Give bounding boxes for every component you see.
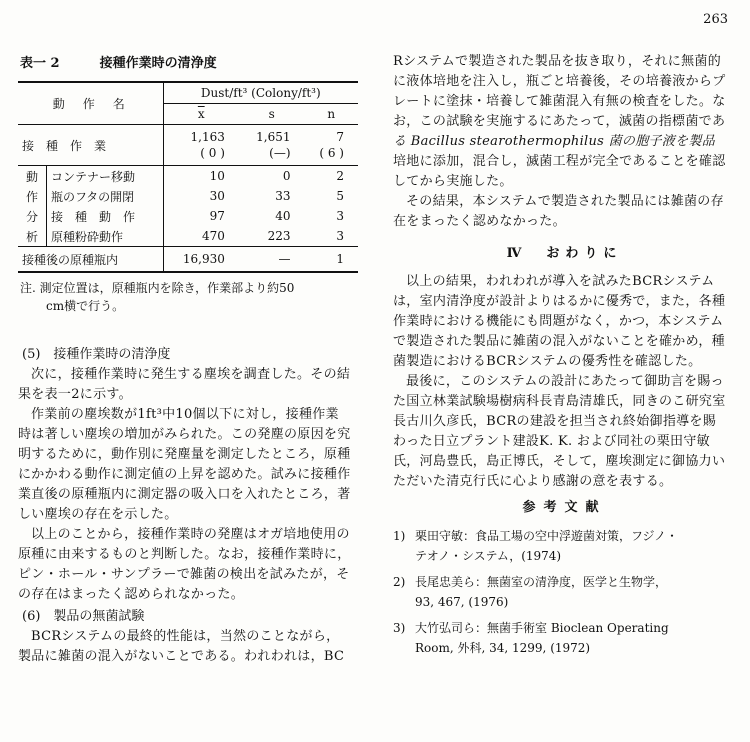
text-line: にかかわる動作に測定値の上昇を認めた。試みに接種作 — [18, 467, 351, 482]
table-caption — [18, 52, 370, 71]
cell-n: 5 — [336, 189, 344, 203]
text-line: で製造された製品に雑菌の混入がないことを確かめ，種 — [393, 334, 725, 349]
row-label: 原種粉砕動作 — [47, 226, 164, 247]
text-line: 製品に雑菌の混入がないことである。われわれは，BC — [18, 649, 345, 664]
header-action: 動 作 名 — [18, 82, 163, 125]
references-heading: 参考文献 — [522, 500, 607, 515]
cell-x: 30 — [209, 189, 225, 203]
text-line: 原種に由来するものと判断した。なお，接種作業時に， — [18, 547, 351, 562]
table-row — [18, 166, 358, 187]
page-number: 263 — [703, 12, 728, 27]
text-line: Rシステムで製造された製品を抜き取り，それに無菌的 — [393, 54, 721, 69]
text-line: た国立林業試験場樹病科長青島清雄氏，同きのこ研究室 — [393, 394, 726, 409]
text-line: 培地に添加，混合し，滅菌工程が完全であることを確認 — [393, 154, 726, 169]
row-label: 接 種 動 作 — [47, 206, 164, 226]
note-line: cm横で行う。 — [46, 299, 125, 313]
group-char: 作 — [18, 186, 47, 206]
group-char: 動 — [18, 166, 47, 187]
cell-n: 3 — [336, 229, 344, 243]
paragraph — [393, 272, 736, 372]
text-line: 氏，河島豊氏，島正博氏，そして，塵埃測定に御協力い — [393, 454, 726, 469]
header-unit: Dust/ft³ (Colony/ft³) — [163, 82, 358, 104]
text-line: る Bacillus stearothermophilus 菌の胞子液を製品 — [393, 134, 715, 149]
row-label: コンテナー移動 — [47, 166, 164, 187]
text-line: 時は著しい塵埃の増加がみられた。この発塵の原因を究 — [18, 427, 351, 442]
text-line: 最後に，このシステムの設計にあたって御助言を賜っ — [406, 374, 724, 389]
text-line: 次に，接種作業時に発生する塵埃を調査した。その結 — [31, 367, 351, 382]
table-row — [18, 226, 358, 247]
table-note — [18, 279, 370, 315]
col-n: n — [327, 107, 336, 121]
text-line: ピン・ホール・サンプラーで雑菌の検出を試みたが，そ — [18, 567, 350, 582]
text-line: 長古川久彦氏，BCRの建設を担当され終始御指導を賜 — [393, 414, 717, 429]
section-heading: Ⅳ おわりに — [506, 246, 623, 261]
reference-item — [393, 572, 736, 612]
table-row — [18, 186, 358, 206]
cell-x: 10 — [209, 169, 225, 183]
table-row — [18, 247, 358, 273]
text-line: 作業時における機能にも問題がなく，かつ，本システム — [393, 314, 724, 329]
text-line: 業直後の原種瓶内に測定器の吸入口を入れたところ，著 — [18, 487, 351, 502]
text-line: わった日立プラント建設K. K. および同社の栗田守敏 — [393, 434, 710, 449]
text-line: レートに塗抹・培養して雑菌混入有無の検査をした。な — [393, 94, 726, 109]
table-label: 表一 2 — [20, 56, 60, 71]
text-line: ただいた清克行氏に心より感謝の意を表する。 — [393, 474, 673, 489]
row-label: 瓶のフタの開閉 — [47, 186, 164, 206]
right-column — [393, 52, 736, 664]
col-x: $\overline{x}$ — [197, 107, 205, 121]
text-line: その結果，本システムで製造された製品には雑菌の存 — [406, 194, 724, 209]
reference-item — [393, 526, 736, 566]
reference-text: 栗田守敏：食品工場の空中浮遊菌対策，フジノ・ — [415, 529, 679, 543]
cleanliness-table — [18, 81, 358, 273]
row-label: 接 種 作 業 — [18, 125, 163, 166]
cell-n: 1 — [336, 252, 344, 266]
cell-x-sub: ( 0 ) — [200, 146, 225, 160]
cell-n: 3 — [336, 209, 344, 223]
row-label: 接種後の原種瓶内 — [18, 247, 163, 273]
paragraph — [393, 52, 736, 192]
paragraph — [18, 365, 370, 405]
text-line: お，この試験を実施するにあたって，滅菌の指標菌であ — [393, 114, 726, 129]
cell-n-sub: ( 6 ) — [319, 146, 344, 160]
cell-x: 97 — [209, 209, 225, 223]
text-line: しい塵埃の存在を示した。 — [18, 507, 178, 522]
reference-text: 大竹弘司ら：無菌手術室 Bioclean Operating — [415, 621, 669, 635]
table-row — [18, 125, 358, 166]
table-title: 接種作業時の清浄度 — [99, 56, 217, 71]
reference-number: 2) — [393, 575, 406, 589]
paragraph — [18, 405, 370, 525]
table-row — [18, 206, 358, 226]
reference-text: Room, 外科, 34, 1299, (1972) — [415, 641, 591, 655]
cell-s: 223 — [267, 229, 291, 243]
text-line: 果を表一2に示す。 — [18, 387, 132, 402]
left-column — [18, 52, 370, 667]
cell-x: 470 — [202, 229, 225, 243]
cell-s: 1,651 — [256, 130, 291, 144]
text-line: は，室内清浄度が設計よりはるかに優秀で，また，各種 — [393, 294, 726, 309]
paragraph — [18, 627, 370, 667]
cell-s: 40 — [275, 209, 291, 223]
cell-n: 7 — [336, 130, 344, 144]
cell-s: 33 — [275, 189, 291, 203]
group-char: 分 — [18, 206, 47, 226]
text-line: 以上のことから，接種作業時の発塵はオガ培地使用の — [31, 527, 350, 542]
col-s: s — [268, 107, 275, 121]
group-char: 析 — [18, 226, 47, 247]
cell-n: 2 — [336, 169, 344, 183]
reference-text: テオノ・システム，(1974) — [415, 549, 562, 563]
text-line: の存在はまったく認められなかった。 — [18, 587, 245, 602]
cell-s: — — [278, 252, 291, 266]
paragraph — [393, 372, 736, 492]
paragraph — [18, 525, 370, 605]
text-line: 明するために，動作別に発塵量を測定したところ，原種 — [18, 447, 351, 462]
text-line: に液体培地を注入し，瓶ごと培養後，その培養液からプ — [393, 74, 726, 89]
text-line: 作業前の塵埃数が1ft³中10個以下に対し，接種作業 — [31, 407, 339, 422]
cell-s-sub: (—) — [269, 146, 291, 160]
subheading-6: (6) 製品の無菌試験 — [22, 609, 145, 624]
reference-text: 93, 467, (1976) — [415, 595, 509, 609]
cell-s: 0 — [282, 169, 291, 183]
text-line: 菌製造におけるBCRシステムの優秀性を確認した。 — [393, 354, 702, 369]
reference-number: 1) — [393, 529, 406, 543]
text-line: 以上の結果，われわれが導入を試みたBCRシステム — [406, 274, 715, 289]
reference-item — [393, 618, 736, 658]
text-line: BCRシステムの最終的性能は，当然のことながら， — [31, 629, 340, 644]
text-line: してから実施した。 — [393, 174, 513, 189]
paragraph — [393, 192, 736, 232]
cell-x: 1,163 — [190, 130, 225, 144]
reference-text: 長尾忠美ら：無菌室の清浄度，医学と生物学， — [415, 575, 668, 589]
reference-number: 3) — [393, 621, 406, 635]
note-line: 注. 測定位置は，原種瓶内を除き，作業部より約50 — [20, 281, 295, 295]
subheading-5: (5) 接種作業時の清浄度 — [22, 347, 171, 362]
text-line: 在をまったく認めなかった。 — [393, 214, 566, 229]
cell-x: 16,930 — [182, 252, 225, 266]
